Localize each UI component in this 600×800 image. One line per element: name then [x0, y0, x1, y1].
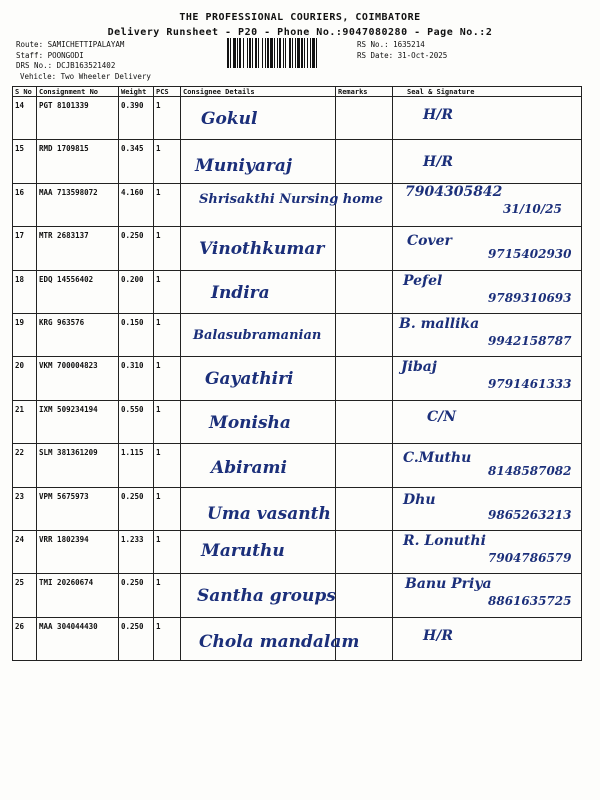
- consignee-name: Chola mandalam: [199, 631, 360, 652]
- col-consignment: Consignment No: [37, 87, 119, 97]
- cell-weight: 0.310: [119, 357, 154, 400]
- cell-consignee: [181, 574, 336, 617]
- cell-sno: 18: [13, 270, 37, 313]
- cell-signature: [393, 530, 582, 573]
- company-title: THE PROFESSIONAL COURIERS, COIMBATORE: [179, 12, 421, 23]
- cell-consignment: IXM 509234194: [37, 400, 119, 443]
- cell-consignee: [181, 227, 336, 270]
- cell-weight: 0.390: [119, 97, 154, 140]
- route-text: Route: SAMICHETTIPALAYAM: [16, 40, 125, 49]
- consignee-name: Uma vasanth: [207, 503, 331, 524]
- consignee-name: Muniyaraj: [195, 156, 293, 177]
- cell-signature: [393, 574, 582, 617]
- signature-text: Cover: [407, 233, 452, 250]
- barcode: [227, 38, 352, 68]
- signature-text: B. mallika: [399, 315, 480, 332]
- cell-weight: 0.345: [119, 140, 154, 183]
- consignee-name: Gayathiri: [205, 369, 294, 390]
- cell-weight: 0.150: [119, 313, 154, 356]
- cell-pcs: 1: [154, 487, 181, 530]
- signature-text: Jibaj: [401, 359, 437, 376]
- cell-remarks: [336, 617, 393, 660]
- phone-number: 9865263213: [488, 507, 572, 522]
- table-header-row: [13, 87, 582, 97]
- cell-pcs: 1: [154, 97, 181, 140]
- cell-pcs: 1: [154, 530, 181, 573]
- cell-pcs: 1: [154, 270, 181, 313]
- cell-consignment: TMI 20260674: [37, 574, 119, 617]
- cell-consignee: [181, 357, 336, 400]
- cell-consignment: MTR 2683137: [37, 227, 119, 270]
- cell-consignment: KRG 963576: [37, 313, 119, 356]
- signature-text: Banu Priya: [405, 576, 492, 593]
- cell-remarks: [336, 357, 393, 400]
- cell-signature: [393, 400, 582, 443]
- route-info: [16, 40, 124, 72]
- consignee-name: Indira: [211, 282, 270, 303]
- vehicle-text: Vehicle: Two Wheeler Delivery: [20, 72, 151, 81]
- cell-pcs: 1: [154, 617, 181, 660]
- table-row: [13, 140, 582, 183]
- cell-remarks: [336, 574, 393, 617]
- phone-number: 8861635725: [488, 594, 572, 609]
- cell-sno: 15: [13, 140, 37, 183]
- cell-consignee: [181, 617, 360, 660]
- cell-consignee: [181, 487, 336, 530]
- cell-pcs: 1: [154, 140, 181, 183]
- rs-date: RS Date: 31-Oct-2025: [357, 50, 448, 60]
- table-row: [13, 574, 582, 617]
- table-row: [13, 357, 582, 400]
- consignee-name: Vinothkumar: [199, 239, 325, 260]
- cell-sno: 16: [13, 183, 37, 226]
- cell-consignee: [181, 400, 336, 443]
- cell-consignee: [181, 270, 336, 313]
- table-row: [13, 400, 582, 443]
- col-seal: Seal & Signature: [393, 87, 582, 97]
- cell-pcs: 1: [154, 313, 181, 356]
- consignee-name: Abirami: [211, 458, 287, 479]
- consignee-name: Maruthu: [201, 540, 285, 561]
- cell-signature: [393, 140, 582, 183]
- cell-signature: [393, 227, 582, 270]
- signature-text: C.Muthu: [403, 450, 472, 467]
- col-consignee: Consignee Details: [181, 87, 336, 97]
- cell-sno: 26: [13, 617, 37, 660]
- cell-sno: 14: [13, 97, 37, 140]
- cell-remarks: [336, 97, 393, 140]
- cell-remarks: [336, 313, 393, 356]
- cell-weight: 0.250: [119, 487, 154, 530]
- consignee-name: Santha groups: [197, 586, 336, 607]
- signature-text: H/R: [423, 627, 453, 644]
- cell-consignee: [181, 530, 336, 573]
- cell-consignment: VRR 1802394: [37, 530, 119, 573]
- cell-remarks: [336, 444, 393, 487]
- table-row: [13, 444, 582, 487]
- cell-remarks: [336, 270, 393, 313]
- cell-pcs: 1: [154, 357, 181, 400]
- cell-sno: 24: [13, 530, 37, 573]
- cell-pcs: 1: [154, 574, 181, 617]
- cell-consignee: [181, 444, 336, 487]
- signature-text: C/N: [427, 408, 457, 425]
- cell-consignee: [181, 313, 336, 356]
- cell-consignment: MAA 713598072: [37, 183, 119, 226]
- signature-text: H/R: [423, 154, 453, 171]
- cell-pcs: 1: [154, 183, 181, 226]
- cell-consignee: [181, 183, 383, 226]
- col-remarks: Remarks: [336, 87, 393, 97]
- cell-consignment: VKM 700004823: [37, 357, 119, 400]
- cell-consignment: SLM 381361209: [37, 444, 119, 487]
- cell-signature: [393, 487, 582, 530]
- table-row: [13, 227, 582, 270]
- signature-text: Pefel: [403, 272, 443, 289]
- rs-number: RS No.: 1635214: [357, 40, 425, 49]
- cell-weight: 4.160: [119, 183, 154, 226]
- cell-remarks: [336, 227, 393, 270]
- cell-consignee: [181, 140, 336, 183]
- cell-consignment: RMD 1709815: [37, 140, 119, 183]
- consignee-name: Balasubramanian: [193, 327, 322, 343]
- consignee-name: Gokul: [201, 109, 258, 129]
- table-row: [13, 617, 582, 660]
- cell-pcs: 1: [154, 400, 181, 443]
- cell-pcs: 1: [154, 444, 181, 487]
- cell-sno: 23: [13, 487, 37, 530]
- signature-text: 7904305842: [405, 183, 503, 200]
- phone-number: 9789310693: [488, 290, 572, 305]
- cell-signature: [393, 97, 582, 140]
- cell-remarks: [336, 183, 393, 226]
- phone-number: 31/10/25: [503, 201, 562, 216]
- cell-signature: [393, 183, 582, 226]
- cell-sno: 22: [13, 444, 37, 487]
- cell-weight: 0.250: [119, 227, 154, 270]
- table-row: [13, 270, 582, 313]
- cell-signature: [393, 270, 582, 313]
- staff-text: Staff: POONGODI: [16, 50, 84, 60]
- cell-remarks: [336, 487, 393, 530]
- phone-number: 7904786579: [488, 550, 572, 565]
- cell-sno: 17: [13, 227, 37, 270]
- col-sno: S No: [13, 87, 37, 97]
- drs-text: DRS No.: DCJB163521402: [16, 61, 116, 70]
- signature-text: H/R: [423, 107, 453, 123]
- table-row: [13, 313, 582, 356]
- cell-sno: 20: [13, 357, 37, 400]
- runsheet-title: Delivery Runsheet - P20 - Phone No.:9047080280 - Page No.:2: [107, 27, 493, 38]
- cell-remarks: [336, 400, 393, 443]
- col-weight: Weight: [119, 87, 154, 97]
- cell-signature: [393, 444, 582, 487]
- cell-sno: 19: [13, 313, 37, 356]
- consignee-name: Monisha: [209, 412, 291, 433]
- table-row: [13, 530, 582, 573]
- cell-weight: 0.550: [119, 400, 154, 443]
- runsheet-table: [12, 86, 582, 661]
- cell-pcs: 1: [154, 227, 181, 270]
- table-row: [13, 97, 582, 140]
- cell-sno: 21: [13, 400, 37, 443]
- cell-sno: 25: [13, 574, 37, 617]
- cell-consignee: [181, 97, 336, 140]
- cell-consignment: EDQ 14556402: [37, 270, 119, 313]
- cell-weight: 0.250: [119, 617, 154, 660]
- signature-text: Dhu: [403, 491, 436, 508]
- cell-consignment: MAA 304044430: [37, 617, 119, 660]
- cell-signature: [393, 617, 582, 660]
- cell-remarks: [336, 140, 393, 183]
- col-pcs: PCS: [154, 87, 181, 97]
- cell-consignment: PGT 8101339: [37, 97, 119, 140]
- rs-info: [357, 40, 447, 61]
- cell-weight: 0.250: [119, 574, 154, 617]
- table-row: [13, 487, 582, 530]
- cell-weight: 1.115: [119, 444, 154, 487]
- cell-weight: 0.200: [119, 270, 154, 313]
- phone-number: 9791461333: [488, 377, 572, 392]
- phone-number: 9942158787: [488, 333, 572, 348]
- consignee-name: Shrisakthi Nursing home: [199, 191, 383, 207]
- cell-remarks: [336, 530, 393, 573]
- phone-number: 9715402930: [488, 247, 572, 262]
- cell-signature: [393, 313, 582, 356]
- cell-consignment: VPM 5675973: [37, 487, 119, 530]
- signature-text: R. Lonuthi: [403, 532, 486, 549]
- cell-weight: 1.233: [119, 530, 154, 573]
- cell-signature: [393, 357, 582, 400]
- table-row: [13, 183, 582, 226]
- phone-number: 8148587082: [488, 464, 572, 479]
